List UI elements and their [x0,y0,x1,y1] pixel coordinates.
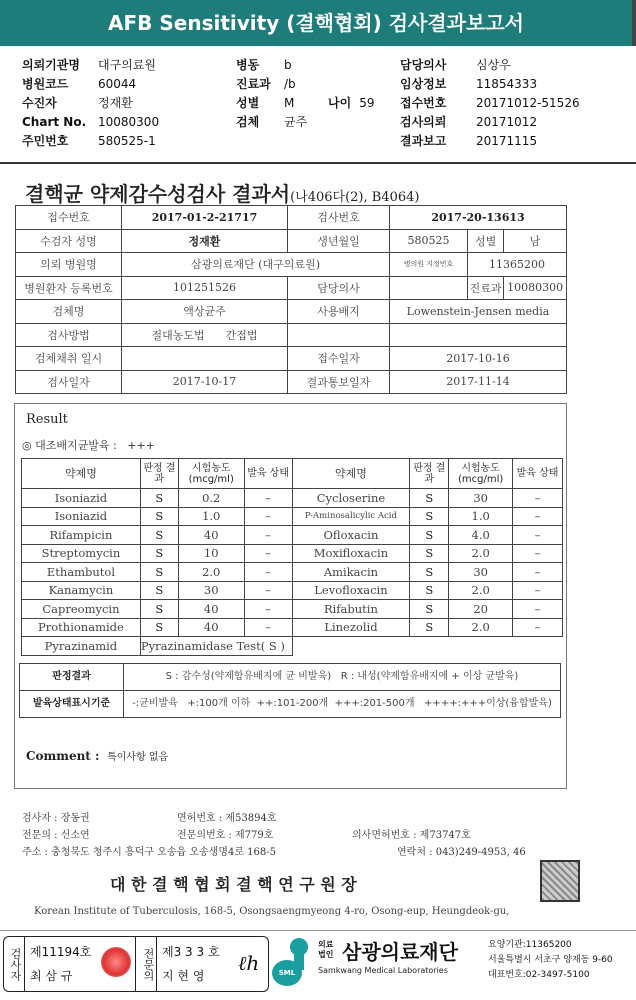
cell: 2017-10-17 [122,370,288,394]
cell: 병의원 지정번호 [390,253,468,277]
info-label: 의뢰기관명 [22,58,80,72]
info-age [328,94,374,113]
drug-cell: 0.2 [178,489,244,508]
info-value: 580525-1 [98,134,156,148]
org-english: Korean Institute of Tuberculosis, 168-5, Osongsaengmyeong 4-ro, Osong-eup, Heungdeok-gu, [34,906,510,917]
drug-cell: P-Aminosalicylic Acid [292,507,410,526]
drug-cell: 20 [449,600,513,619]
info-value: 20171012-51526 [476,96,580,110]
org-name: 대 한 결 핵 협 회 결 핵 연 구 원 장 [110,875,357,894]
info-label: 접수번호 [400,96,447,110]
cell: Lowenstein-Jensen media [390,300,567,324]
drug-cell: S [410,544,449,563]
drug-cell: 30 [449,563,513,582]
table-row [22,526,563,545]
drug-table [21,458,563,656]
drug-cell: S [410,526,449,545]
sign-tester: 검사자 : 장동권 [22,813,90,824]
drug-cell: Ethambutol [22,563,141,582]
cell: 의뢰 병원명 [16,253,122,277]
info-col1 [22,56,159,151]
drug-header: 시험농도 (mcg/ml) [178,459,244,489]
control-value: +++ [127,439,155,452]
lab-code: 요양기관:11365200 [488,940,572,950]
sign-contact: 연락처 : 043)249-4953, 46 [397,847,526,858]
drug-header: 시험농도 (mcg/ml) [449,459,513,489]
cell: 성별 [468,229,504,253]
signature-box [3,936,269,992]
cell [390,276,468,300]
age-value: 59 [359,96,375,110]
drug-cell: Isoniazid [22,507,141,526]
info-value: 대구의료원 [98,58,156,72]
info-label: 임상정보 [400,77,447,91]
info-label: Chart No. [22,115,87,129]
info-label: 진료과 [236,77,271,91]
info-row [236,75,307,94]
drug-header: 발육 상태 [244,459,292,489]
drug-cell: S [410,618,449,637]
sml-logo-icon [272,938,314,986]
report-title [25,178,419,207]
drug-cell: 30 [178,581,244,600]
table-row [22,544,563,563]
drug-cell: S [140,618,178,637]
cell: 결과통보일자 [288,370,390,394]
drug-cell: Ofloxacin [292,526,410,545]
info-row [400,75,580,94]
drug-cell: S [140,544,178,563]
control-growth [22,437,155,453]
info-value: 균주 [284,115,308,129]
cell: 수검자 성명 [16,229,122,253]
info-value: 20171012 [476,115,538,129]
info-label: 검사의뢰 [400,115,447,129]
drug-cell: 40 [178,618,244,637]
cell: 11365200 [468,253,567,277]
info-row [22,94,159,113]
method2: 간접법 [225,328,258,342]
method1: 절대농도법 [151,328,205,342]
drug-cell: Streptomycin [22,544,141,563]
info-value: b [284,58,292,72]
drug-cell: – [513,600,563,619]
info-row [22,75,159,94]
signature-icon: ℓh [238,951,260,975]
empty-cell [292,637,562,656]
info-value: 정재환 [98,96,133,110]
drug-cell: Kanamycin [22,581,141,600]
drug-cell: 2.0 [178,563,244,582]
drug-cell: S [140,526,178,545]
drug-cell: Rifabutin [292,600,410,619]
cell: -:균비발육 +:100개 이하 ++:101-200개 +++:201-500개 ++++:+++이상(융합발육) [124,691,561,718]
table-row [22,618,563,637]
drug-cell: 4.0 [449,526,513,545]
tester-no: 제11194호 [30,945,92,959]
spec-name: 지 현 영 [162,969,205,983]
drug-cell: 1.0 [178,507,244,526]
info-label: 결과보고 [400,134,447,148]
cell: 사용배지 [288,300,390,324]
drug-cell: – [513,563,563,582]
drug-cell: Cycloserine [292,489,410,508]
drug-cell: – [513,618,563,637]
drug-cell: – [244,526,292,545]
table-row [22,637,563,656]
info-label: 주민번호 [22,134,69,148]
drug-cell: S [140,581,178,600]
drug-cell: S [410,489,449,508]
drug-cell: – [244,544,292,563]
info-row [22,56,159,75]
stamp-icon [101,947,131,977]
page-title: AFB Sensitivity (결핵협회) 검사결과보고서 [0,0,636,46]
info-label: 성별 [236,96,260,110]
info-col2 [236,56,307,132]
result-title: Result [26,412,68,427]
drug-cell: S [410,600,449,619]
drug-cell: 40 [178,526,244,545]
drug-cell: Rifampicin [22,526,141,545]
control-label: ◎ 대조배지균발육 : [22,439,117,452]
cell: 2017-20-13613 [390,206,567,230]
cell: 10080300 [504,276,567,300]
tester-name: 최 삼 규 [30,969,73,983]
drug-cell: Levofloxacin [292,581,410,600]
drug-cell: – [244,581,292,600]
comment-value: 특이사항 없음 [107,752,169,763]
drug-cell: Isoniazid [22,489,141,508]
info-value: 심상우 [476,58,511,72]
cell [122,323,288,347]
info-row [236,113,307,132]
seal-stamp [540,860,580,902]
drug-cell: S [410,581,449,600]
spec-label: 전문의 [135,937,157,991]
cell: 발육상태표시기준 [20,691,124,718]
drug-cell: – [244,489,292,508]
report-title-text: 결핵균 약제감수성검사 결과서 [25,182,291,206]
info-value: 60044 [98,77,137,91]
info-col3 [400,56,580,151]
cell: 생년월일 [288,229,390,253]
drug-cell: Prothionamide [22,618,141,637]
drug-cell: Capreomycin [22,600,141,619]
info-label: 병원코드 [22,77,69,91]
info-value: 11854333 [476,77,538,91]
sign-doc-no: 의사면허번호 : 제73747호 [352,830,471,841]
info-value: M [284,96,295,110]
table-row [22,563,563,582]
table-row [22,489,563,508]
drug-cell: Linezolid [292,618,410,637]
age-label: 나이 [328,96,352,110]
tester-label: 검사자 [4,937,25,991]
cell: 검사방법 [16,323,122,347]
lab-address: 서울특별시 서초구 양재동 9-60 [488,955,613,965]
cell: 판정결과 [20,664,124,691]
judge-s: S : 감수성(약제함유배지에 균 비발육) [165,671,332,682]
info-label: 검체 [236,115,260,129]
info-row [400,132,580,151]
cell: 101251526 [122,276,288,300]
cell [122,347,288,371]
lab-name: 삼광의료재단 [342,940,458,964]
drug-cell: 30 [449,489,513,508]
table-row [22,507,563,526]
sign-spec-no: 전문의번호 : 제779호 [177,830,274,841]
drug-cell: 2.0 [449,618,513,637]
patient-table [15,205,567,394]
lab-english: Samkwang Medical Laboratories [318,966,448,975]
cell: 접수일자 [288,347,390,371]
info-row [400,113,580,132]
info-row [236,94,307,113]
drug-header: 판정 결과 [410,459,449,489]
info-row [22,113,159,132]
info-row [400,94,580,113]
info-value: /b [284,77,296,91]
drug-cell: – [513,544,563,563]
info-row [22,132,159,151]
cell: 2017-11-14 [390,370,567,394]
info-row [400,56,580,75]
cell: 담당의사 [288,276,390,300]
cell: 남 [504,229,567,253]
info-label: 수진자 [22,96,57,110]
report-code: (나406다(2), B4064) [290,190,420,205]
sign-spec: 전문의 : 신소연 [22,830,90,841]
drug-cell: 40 [178,600,244,619]
info-value: 20171115 [476,134,538,148]
cell: 진료과 [468,276,504,300]
cell: 2017-10-16 [390,347,567,371]
info-label: 병동 [236,58,260,72]
cell: 580525 [390,229,468,253]
judge-r: R : 내성(약제함유배지에 + 이상 균발육) [340,671,519,682]
legend-table [19,663,561,718]
drug-cell: S [410,507,449,526]
drug-cell: 1.0 [449,507,513,526]
drug-cell: Pyrazinamidase Test( S ) [140,637,292,656]
sign-address: 주소 : 충청북도 청주시 흥덕구 오송읍 오송생명4로 168-5 [22,847,277,858]
divider [0,162,636,164]
cell [390,323,567,347]
drug-cell: Pyrazinamid [22,637,141,656]
cell [124,664,561,691]
cell: 검사번호 [288,206,390,230]
drug-cell: – [513,526,563,545]
drug-cell: – [244,618,292,637]
table-row [22,581,563,600]
logo-text: SML [272,960,302,986]
cell: 액상균주 [122,300,288,324]
drug-header: 약제명 [292,459,410,489]
cell: 병원환자 등록번호 [16,276,122,300]
drug-cell: Amikacin [292,563,410,582]
cell: 검체명 [16,300,122,324]
drug-cell: Moxifloxacin [292,544,410,563]
info-row [236,56,307,75]
cell: 검사일자 [16,370,122,394]
drug-cell: S [140,600,178,619]
lab-phone: 대표번호:02-3497-5100 [488,970,590,980]
signatures [22,810,622,861]
drug-cell: S [140,507,178,526]
sign-license: 면허번호 : 제53894호 [177,813,277,824]
drug-cell: – [244,563,292,582]
drug-header: 약제명 [22,459,141,489]
info-value: 10080300 [98,115,160,129]
drug-header: 발육 상태 [513,459,563,489]
drug-cell: – [513,489,563,508]
cell: 정재환 [122,229,288,253]
drug-cell: S [140,563,178,582]
comment-label: Comment : [26,749,100,763]
cell: 삼광의료재단 (대구의료원) [122,253,390,277]
spec-no: 제3 3 3 호 [162,945,220,959]
drug-header: 판정 결과 [140,459,178,489]
drug-cell: 2.0 [449,581,513,600]
cell: 검체채취 일시 [16,347,122,371]
drug-cell: S [410,563,449,582]
cell: 2017-01-2-21717 [122,206,288,230]
lab-prefix: 의료법인 [318,940,334,959]
drug-cell: 2.0 [449,544,513,563]
table-row [22,600,563,619]
info-label: 담당의사 [400,58,447,72]
drug-cell: S [140,489,178,508]
comment [26,748,168,763]
lab-contact [488,938,613,983]
drug-cell: – [244,507,292,526]
drug-cell: 10 [178,544,244,563]
cell: 접수번호 [16,206,122,230]
drug-cell: – [513,581,563,600]
drug-cell: – [244,600,292,619]
cell [288,323,390,347]
drug-cell: – [513,507,563,526]
